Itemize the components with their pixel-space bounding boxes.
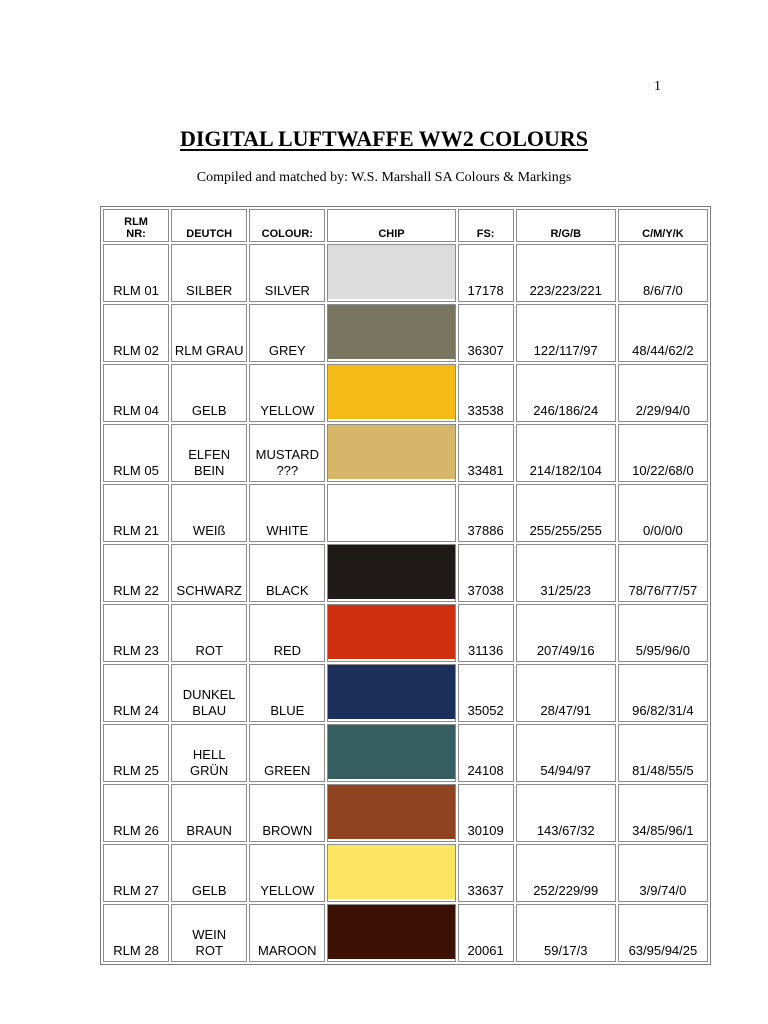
chip-cell — [327, 844, 455, 902]
deutch-line1: WEIN — [192, 927, 227, 942]
colour-name — [249, 244, 325, 302]
colour-name — [249, 604, 325, 662]
header-rlm-line1: RLM — [124, 216, 148, 228]
colour-chip — [328, 845, 454, 899]
rlm-number: RLM 27 — [103, 844, 169, 902]
chip-cell — [327, 424, 455, 482]
deutch-line2: SCHWARZ — [176, 583, 242, 598]
chip-cell — [327, 364, 455, 422]
colour-table — [100, 206, 711, 965]
rlm-number: RLM 22 — [103, 544, 169, 602]
table-row — [103, 904, 708, 962]
fs-number: 36307 — [458, 304, 514, 362]
rgb-value: 252/229/99 — [516, 844, 616, 902]
chip-cell — [327, 904, 455, 962]
rgb-value: 246/186/24 — [516, 364, 616, 422]
deutch-line2: BLAU — [192, 703, 227, 718]
rgb-value: 255/255/255 — [516, 484, 616, 542]
header-deutch: DEUTCH — [171, 209, 247, 242]
header-rgb: R/G/B — [516, 209, 616, 242]
colour-name — [249, 544, 325, 602]
rlm-number: RLM 25 — [103, 724, 169, 782]
rgb-value: 54/94/97 — [516, 724, 616, 782]
deutch-name — [171, 604, 247, 662]
deutch-name — [171, 844, 247, 902]
fs-number: 24108 — [458, 724, 514, 782]
deutch-line1: ELFEN — [188, 447, 231, 462]
rgb-value: 122/117/97 — [516, 304, 616, 362]
colour-table-header — [103, 209, 708, 242]
rgb-value: 223/223/221 — [516, 244, 616, 302]
table-row — [103, 844, 708, 902]
table-row — [103, 784, 708, 842]
deutch-name — [171, 424, 247, 482]
cmyk-value: 81/48/55/5 — [618, 724, 708, 782]
fs-number: 30109 — [458, 784, 514, 842]
rgb-value: 59/17/3 — [516, 904, 616, 962]
table-row — [103, 604, 708, 662]
deutch-line2: GELB — [191, 403, 227, 418]
cmyk-value: 78/76/77/57 — [618, 544, 708, 602]
colour-name — [249, 304, 325, 362]
colour-chip — [328, 665, 454, 719]
colour-chip — [328, 425, 454, 479]
rlm-number: RLM 05 — [103, 424, 169, 482]
header-row — [103, 209, 708, 242]
fs-number: 31136 — [458, 604, 514, 662]
cmyk-value: 0/0/0/0 — [618, 484, 708, 542]
deutch-name — [171, 364, 247, 422]
rlm-number: RLM 28 — [103, 904, 169, 962]
colour-chip — [328, 305, 454, 359]
table-row — [103, 664, 708, 722]
document-title: DIGITAL LUFTWAFFE WW2 COLOURS — [179, 126, 589, 151]
fs-number: 35052 — [458, 664, 514, 722]
page-number: 1 — [654, 79, 661, 94]
colour-line2: ??? — [276, 463, 299, 478]
colour-name — [249, 784, 325, 842]
colour-line2: SILVER — [264, 283, 310, 298]
rlm-number: RLM 01 — [103, 244, 169, 302]
deutch-line2: RLM GRAU — [174, 343, 244, 358]
deutch-line2: WEIß — [192, 523, 226, 538]
fs-number: 33538 — [458, 364, 514, 422]
colour-chip — [328, 605, 454, 659]
header-fs: FS: — [458, 209, 514, 242]
cmyk-value: 2/29/94/0 — [618, 364, 708, 422]
colour-line2: YELLOW — [260, 883, 315, 898]
table-row — [103, 724, 708, 782]
table-row — [103, 364, 708, 422]
header-colour: COLOUR: — [249, 209, 325, 242]
deutch-name — [171, 304, 247, 362]
rlm-number: RLM 21 — [103, 484, 169, 542]
deutch-line2: ROT — [195, 943, 223, 958]
deutch-name — [171, 664, 247, 722]
cmyk-value: 34/85/96/1 — [618, 784, 708, 842]
cmyk-value: 96/82/31/4 — [618, 664, 708, 722]
cmyk-value: 63/95/94/25 — [618, 904, 708, 962]
colour-line1: MUSTARD — [255, 447, 319, 462]
colour-line2: GREEN — [264, 763, 311, 778]
chip-cell — [327, 484, 455, 542]
deutch-line2: GRÜN — [190, 763, 229, 778]
colour-chip — [328, 485, 454, 539]
document-subtitle: Compiled and matched by: W.S. Marshall SA Colours & Markings — [196, 170, 572, 185]
rgb-value: 214/182/104 — [516, 424, 616, 482]
table-row — [103, 544, 708, 602]
colour-line2: GREY — [268, 343, 306, 358]
colour-chip — [328, 905, 454, 959]
table-row — [103, 244, 708, 302]
rgb-value: 207/49/16 — [516, 604, 616, 662]
cmyk-value: 5/95/96/0 — [618, 604, 708, 662]
cmyk-value: 3/9/74/0 — [618, 844, 708, 902]
fs-number: 17178 — [458, 244, 514, 302]
colour-line2: YELLOW — [260, 403, 315, 418]
colour-name — [249, 844, 325, 902]
chip-cell — [327, 604, 455, 662]
rlm-number: RLM 04 — [103, 364, 169, 422]
deutch-name — [171, 784, 247, 842]
colour-line2: BROWN — [262, 823, 313, 838]
deutch-line1: DUNKEL — [182, 687, 236, 702]
chip-cell — [327, 304, 455, 362]
rlm-number: RLM 24 — [103, 664, 169, 722]
colour-name — [249, 364, 325, 422]
header-chip: CHIP — [327, 209, 455, 242]
colour-line2: BLACK — [265, 583, 309, 598]
cmyk-value: 48/44/62/2 — [618, 304, 708, 362]
deutch-line2: SILBER — [186, 283, 233, 298]
chip-cell — [327, 544, 455, 602]
deutch-line1: HELL — [192, 747, 226, 762]
chip-cell — [327, 664, 455, 722]
deutch-line2: BEIN — [194, 463, 225, 478]
deutch-line2: GELB — [191, 883, 227, 898]
deutch-line2: BRAUN — [186, 823, 232, 838]
fs-number: 33637 — [458, 844, 514, 902]
fs-number: 37886 — [458, 484, 514, 542]
table-row — [103, 424, 708, 482]
colour-chip — [328, 365, 454, 419]
chip-cell — [327, 724, 455, 782]
colour-table-body — [103, 244, 708, 962]
deutch-name — [171, 724, 247, 782]
fs-number: 33481 — [458, 424, 514, 482]
cmyk-value: 8/6/7/0 — [618, 244, 708, 302]
deutch-name — [171, 244, 247, 302]
fs-number: 37038 — [458, 544, 514, 602]
colour-chip — [328, 545, 454, 599]
colour-line2: BLUE — [270, 703, 305, 718]
fs-number: 20061 — [458, 904, 514, 962]
header-rlm-nr — [103, 209, 169, 242]
rgb-value: 143/67/32 — [516, 784, 616, 842]
deutch-line2: ROT — [195, 643, 223, 658]
rlm-number: RLM 26 — [103, 784, 169, 842]
colour-chip — [328, 785, 454, 839]
table-row — [103, 484, 708, 542]
chip-cell — [327, 784, 455, 842]
colour-line2: WHITE — [266, 523, 309, 538]
colour-name — [249, 424, 325, 482]
rgb-value: 28/47/91 — [516, 664, 616, 722]
colour-name — [249, 724, 325, 782]
colour-chip — [328, 725, 454, 779]
colour-line2: RED — [273, 643, 302, 658]
deutch-name — [171, 544, 247, 602]
colour-line2: MAROON — [258, 943, 317, 958]
rlm-number: RLM 23 — [103, 604, 169, 662]
colour-name — [249, 484, 325, 542]
header-rlm-line2: NR: — [126, 228, 146, 240]
deutch-name — [171, 484, 247, 542]
rlm-number: RLM 02 — [103, 304, 169, 362]
colour-name — [249, 664, 325, 722]
header-cmyk: C/M/Y/K — [618, 209, 708, 242]
cmyk-value: 10/22/68/0 — [618, 424, 708, 482]
chip-cell — [327, 244, 455, 302]
table-row — [103, 304, 708, 362]
rgb-value: 31/25/23 — [516, 544, 616, 602]
colour-name — [249, 904, 325, 962]
deutch-name — [171, 904, 247, 962]
colour-chip — [328, 245, 454, 299]
